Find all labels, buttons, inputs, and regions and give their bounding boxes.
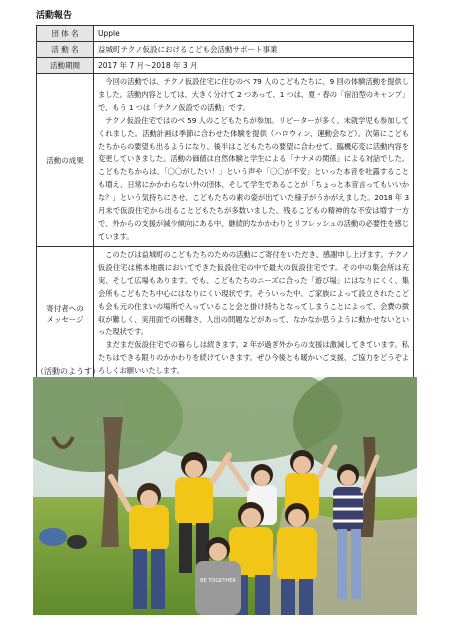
org-name-value: Upple	[94, 26, 414, 42]
row-period	[37, 58, 414, 74]
message-body	[94, 247, 414, 381]
page-heading: 活動報告	[36, 11, 73, 21]
row-message	[37, 247, 414, 381]
results-body	[94, 74, 414, 247]
shirt-text: BE TOGETHER	[200, 578, 236, 584]
bag-black	[67, 535, 87, 549]
report-table	[36, 25, 414, 381]
results-paragraph-1: 今回の活動では、テクノ仮設住宅に住むのべ 79 人のこどもたちに、9 回の体験活動を提供しました。活動内容としては、大きく分けて 2 つあって、1 つは、夏・春の「宿泊型のキャンプ」で、もう 1 つは「テクノ仮設での活動」です。	[98, 77, 409, 112]
activity-name-value: 益城町テクノ仮設におけるこども会活動サポート事業	[94, 42, 414, 58]
org-name-label: 団 体 名	[37, 26, 94, 42]
row-results	[37, 74, 414, 247]
activity-photo	[33, 377, 417, 615]
row-org-name	[37, 26, 414, 42]
message-label: 寄付者への メッセージ	[37, 247, 94, 381]
results-label: 活動の成果	[37, 74, 94, 247]
photo-caption: （活動のようす）	[36, 367, 100, 376]
results-paragraph-2: テクノ仮設住宅ではのべ 59 人のこどもたちが参加。リピーターが多く、未就学児も参加してくれました。活動計画は季節に合わせた体験を提供（ハロウィン、運動会など）。次第にこどもたちからの要望も出るようになり、後半はこどもたちの要望に合わせて、臨機応変に活動内容を変更していきました。活動の価値は自然体験と学生による「ナナメの関係」による対話でした。こどもたちからは、「〇〇がしたい！」という声や「〇〇が不安」といった本音を吐露することも増え、日常にかかわらない外の団体、そして学生であることが「ちょっと本音言ってもいいかな？」という気持ちにさせ、こどもたちの素の姿が出ていた様子がうかがえました。2018 年 3 月末で仮設住宅から出ることどもたちが多数いました。残るこどもの精神的な不安は増す一方で、外からの支援が減少傾向にある中、継続的なかかわりとリフレッシュの活動の必要性を感じています。	[98, 115, 409, 241]
period-value: 2017 年 7 月〜2018 年 3 月	[94, 58, 414, 74]
message-paragraph-1: このたびは益城町のこどもたちのための活動にご寄付をいただき、感謝申し上げます。テクノ仮設住宅は熊本地震においてできた仮設住宅の中で最大の仮設住宅です。その中の集会所は充実、そして広場もあります。でも、こどもたちのニーズに合った「遊び場」にはなりにくく、集会所もこどもたち中心にはなりにくい現状です。そういった中、ご家族によって設立されたこども会も元の住まいの場所で入っていること会と掛け持ちとなってしまうことによって、会費の徴収が難しく、実用面での困難さ、人出の問題などがあって、なかなか思うように動かせないといった現状です。	[98, 250, 409, 337]
bag-blue	[39, 528, 67, 546]
activity-photo-illustration	[33, 377, 417, 615]
message-paragraph-2: まだまだ仮設住宅での暮らしは続きます。2 年が過ぎ外からの支援は激減してきています。私たちはできる限りのかかわりを続けていきます。ぜひ今後とも暖かいご支援、ご協力をどうぞよろしくお願いいたします。	[98, 340, 409, 376]
period-label: 活動期間	[37, 58, 94, 74]
row-activity-name	[37, 42, 414, 58]
activity-name-label: 活 動 名	[37, 42, 94, 58]
